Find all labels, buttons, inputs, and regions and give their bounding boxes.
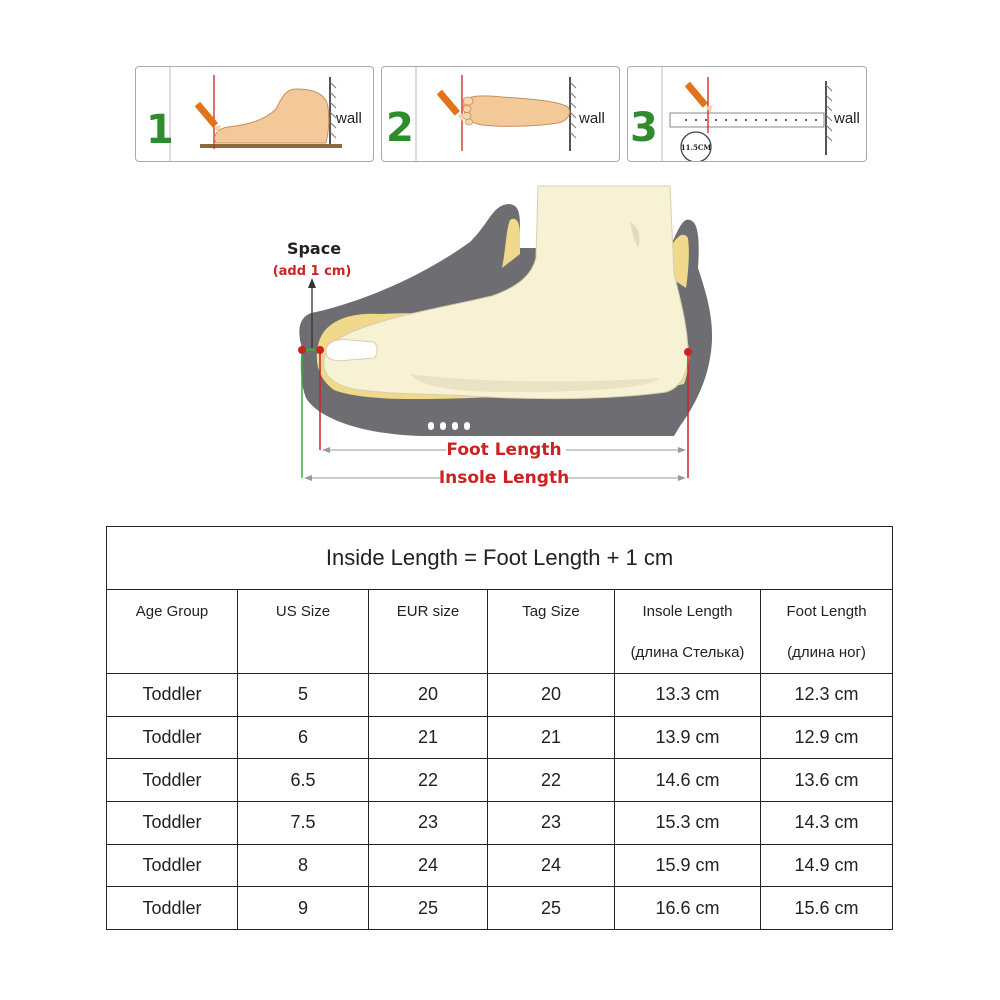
- table-cell: 12.9 cm: [761, 716, 893, 759]
- step-number: 3: [630, 105, 658, 151]
- table-cell: 14.6 cm: [615, 759, 761, 802]
- column-header: [369, 590, 488, 674]
- step-1-illustration: [136, 67, 374, 162]
- table-row: [107, 844, 893, 887]
- table-title-row: [107, 527, 893, 590]
- table-row: [107, 887, 893, 930]
- column-header-sublabel: (длина ног): [787, 644, 866, 661]
- foot-length-label: Foot Length: [446, 440, 562, 460]
- table-header-row: [107, 590, 893, 674]
- step-number: 1: [146, 107, 174, 153]
- column-header: [238, 590, 369, 674]
- column-header-label: Insole Length: [642, 603, 733, 620]
- table-cell: 13.9 cm: [615, 716, 761, 759]
- table-cell: 24: [369, 844, 488, 887]
- table-title: Inside Length = Foot Length + 1 cm: [107, 527, 893, 590]
- column-header-label: Tag Size: [522, 603, 580, 620]
- step-1-panel: [135, 66, 374, 162]
- table-cell: 22: [488, 759, 615, 802]
- column-header: [107, 590, 238, 674]
- insole-start-dot: [298, 346, 306, 354]
- table-cell: 6.5: [238, 759, 369, 802]
- table-cell: 15.6 cm: [761, 887, 893, 930]
- column-header-label: Foot Length: [786, 603, 867, 620]
- space-note: (add 1 cm): [272, 264, 352, 279]
- foot-start-dot: [316, 346, 324, 354]
- table-cell: Toddler: [107, 674, 238, 717]
- table-row: [107, 674, 893, 717]
- pencil-icon: [195, 102, 221, 133]
- table-cell: 9: [238, 887, 369, 930]
- space-label: Space: [286, 239, 342, 258]
- size-chart-table: [106, 526, 893, 930]
- step-2-illustration: [382, 67, 620, 162]
- wall-label: wall: [834, 110, 860, 127]
- table-cell: Toddler: [107, 844, 238, 887]
- table-cell: 14.3 cm: [761, 802, 893, 845]
- column-header-label: EUR size: [396, 603, 460, 620]
- table-cell: 20: [488, 674, 615, 717]
- table-cell: 16.6 cm: [615, 887, 761, 930]
- column-header-sublabel: (длина Стелька): [630, 644, 745, 661]
- table-cell: 15.3 cm: [615, 802, 761, 845]
- table-cell: 5: [238, 674, 369, 717]
- step-3-illustration: [628, 67, 867, 162]
- table-cell: 20: [369, 674, 488, 717]
- floor-board: [200, 144, 342, 148]
- column-header: [761, 590, 893, 674]
- table-cell: 24: [488, 844, 615, 887]
- table-cell: 7.5: [238, 802, 369, 845]
- table-cell: 8: [238, 844, 369, 887]
- table-cell: 14.9 cm: [761, 844, 893, 887]
- table-cell: 13.6 cm: [761, 759, 893, 802]
- table-cell: 13.3 cm: [615, 674, 761, 717]
- column-header-label: Age Group: [135, 603, 209, 620]
- insole-length-label: Insole Length: [438, 468, 570, 488]
- wall-label: wall: [579, 110, 605, 127]
- table-cell: 23: [488, 802, 615, 845]
- step-2-panel: [381, 66, 620, 162]
- wall-label: wall: [336, 110, 362, 127]
- table-cell: Toddler: [107, 887, 238, 930]
- shoe-measurement-diagram: [270, 178, 730, 500]
- column-header-label: US Size: [275, 603, 331, 620]
- table-row: [107, 716, 893, 759]
- table-cell: Toddler: [107, 759, 238, 802]
- table-cell: 25: [488, 887, 615, 930]
- heel-dot: [684, 348, 692, 356]
- table-cell: 25: [369, 887, 488, 930]
- step-3-panel: [627, 66, 867, 162]
- table-cell: 21: [369, 716, 488, 759]
- table-row: [107, 759, 893, 802]
- table-cell: 15.9 cm: [615, 844, 761, 887]
- table-cell: Toddler: [107, 802, 238, 845]
- column-header: [615, 590, 761, 674]
- column-header: [488, 590, 615, 674]
- foot-side-image: [215, 89, 329, 143]
- pencil-icon: [437, 90, 465, 121]
- table-cell: Toddler: [107, 716, 238, 759]
- table-cell: 6: [238, 716, 369, 759]
- step-number: 2: [386, 105, 414, 151]
- table-cell: 23: [369, 802, 488, 845]
- ruler-badge-label: 11.5CM: [680, 143, 712, 152]
- table-row: [107, 802, 893, 845]
- pencil-icon: [685, 82, 713, 113]
- table-cell: 12.3 cm: [761, 674, 893, 717]
- table-cell: 22: [369, 759, 488, 802]
- foot-top-image: [464, 96, 570, 126]
- table-cell: 21: [488, 716, 615, 759]
